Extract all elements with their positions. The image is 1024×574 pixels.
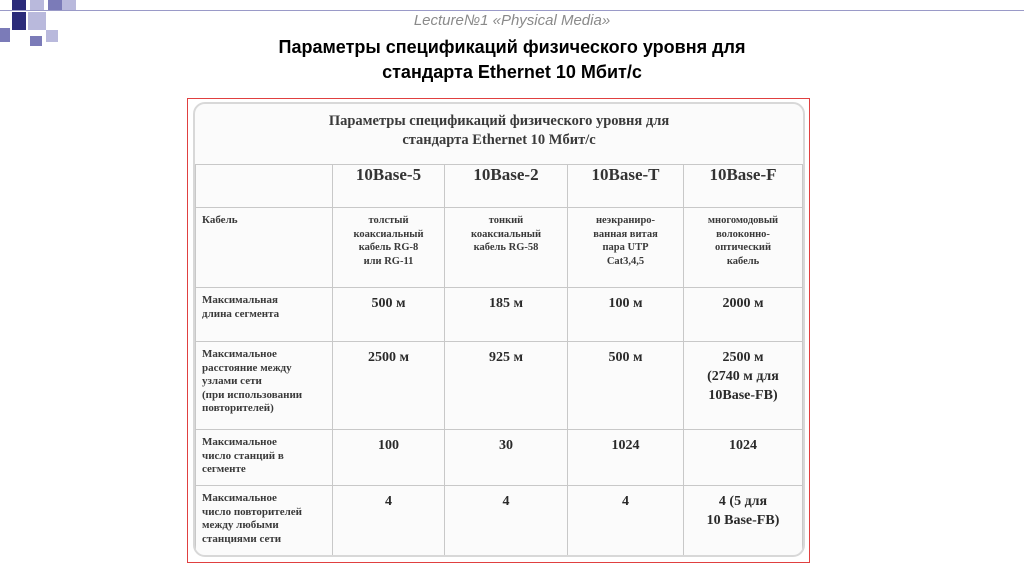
decor-square [46,30,58,42]
row-label-line: Максимальное [202,348,277,360]
row-label [196,486,333,558]
cell-line: кабель RG-58 [473,242,539,253]
table-cell [684,430,803,486]
row-label-line: между любыми [202,519,279,531]
row-label [196,342,333,430]
row-label-line: повторителей) [202,402,274,414]
table-cell [445,208,568,288]
cell-line: коаксиальный [471,228,541,240]
row-label-line: Максимальная [202,294,278,306]
table-cell [568,288,684,342]
cell-line: кабель RG-8 [358,242,419,253]
row-label-line: (при использовании [202,388,303,401]
table-row [196,288,803,342]
table-cell [333,288,445,342]
table-row [196,342,803,430]
header-rule [0,10,1024,11]
decor-square [62,0,76,10]
cell-line: ванная витая [593,228,658,240]
cell-line: волоконно- [716,228,770,240]
table-cell [684,208,803,288]
row-label-line: расстояние между [202,361,292,374]
row-label-line: число повторителей [202,505,302,518]
table-title-line: Параметры спецификаций физического уровня для [328,113,670,129]
table-cell [445,430,568,486]
cell-line: оптический [714,242,772,253]
row-label-line: длина сегмента [202,307,280,320]
lecture-label: Lecture№1 «Physical Media» [413,12,611,29]
cell-line: 10 Base-FB) [706,513,780,528]
row-label-line: Кабель [202,214,238,226]
row-label [196,288,333,342]
table-cell [333,342,445,430]
row-label-line: станциями сети [202,532,282,545]
cell-line: неэкраниро- [595,215,656,226]
cell-line: тонкий [488,215,524,226]
decor-square [48,0,62,10]
table-cell [568,342,684,430]
cell-line: 1024 [611,438,640,453]
row-label-line: Максимальное [202,492,277,504]
cell-line: 100 м [608,296,643,311]
table-cell [333,208,445,288]
table-cell [445,288,568,342]
cell-line: 500 м [371,296,406,311]
table-title-line: стандарта Ethernet 10 Мбит/с [402,132,596,148]
cell-line: 4 [385,494,392,509]
slide-title-line: стандарта Ethernet 10 Мбит/с [382,62,642,82]
row-label [196,208,333,288]
decor-square [30,0,44,10]
cell-line: 10Base-FB) [708,388,778,403]
row-label [196,430,333,486]
table-cell [684,342,803,430]
row-label-line: число станций в [202,449,284,462]
cell-line: 925 м [488,350,524,365]
cell-line: 2500 м [367,350,410,365]
table-cell [568,208,684,288]
spec-table [195,164,803,557]
row-label-line: Максимальное [202,436,277,448]
row-label-line: сегменте [202,463,246,475]
cell-line: 185 м [488,296,524,311]
table-cell [445,486,568,558]
cell-line: 4 (5 для [718,494,768,509]
table-cell [684,486,803,558]
cell-line: Cat3,4,5 [606,255,645,267]
cell-line: коаксиальный [353,228,424,240]
cell-line: или RG-11 [363,255,414,267]
row-label-line: узлами сети [202,375,262,387]
cell-line: (2740 м для [707,369,779,384]
cell-line: 4 [622,494,629,509]
cell-line: кабель [726,255,760,267]
table-title [195,112,803,150]
slide-title [200,35,824,85]
cell-line: пара UTP [602,242,649,253]
cell-line: 30 [499,438,513,453]
column-header: 10Base-5 [333,165,445,208]
table-row [196,208,803,288]
table-row [196,486,803,558]
cell-line: 1024 [729,438,757,453]
cell-line: 2500 м [722,350,764,365]
table-cell [568,430,684,486]
cell-line: 2000 м [722,296,764,311]
slide-title-line: Параметры спецификаций физического уровня для [278,37,746,57]
column-header: 10Base-T [568,165,684,208]
cell-line: 4 [502,494,510,509]
decor-square [0,28,10,42]
cell-line: толстый [368,215,409,226]
table-cell [445,342,568,430]
column-header: 10Base-F [684,165,803,208]
cell-line: 100 [378,438,399,453]
column-header: 10Base-2 [445,165,568,208]
cell-line: многомодовый [707,215,779,226]
cell-line: 500 м [608,350,643,365]
table-cell [568,486,684,558]
table-cell [684,288,803,342]
table-row [196,430,803,486]
spec-table-image [193,102,805,557]
table-cell [333,486,445,558]
decor-square [12,0,26,10]
decor-square [30,36,42,46]
header-cell-empty [196,165,333,208]
table-cell [333,430,445,486]
table-header-row [196,165,803,208]
